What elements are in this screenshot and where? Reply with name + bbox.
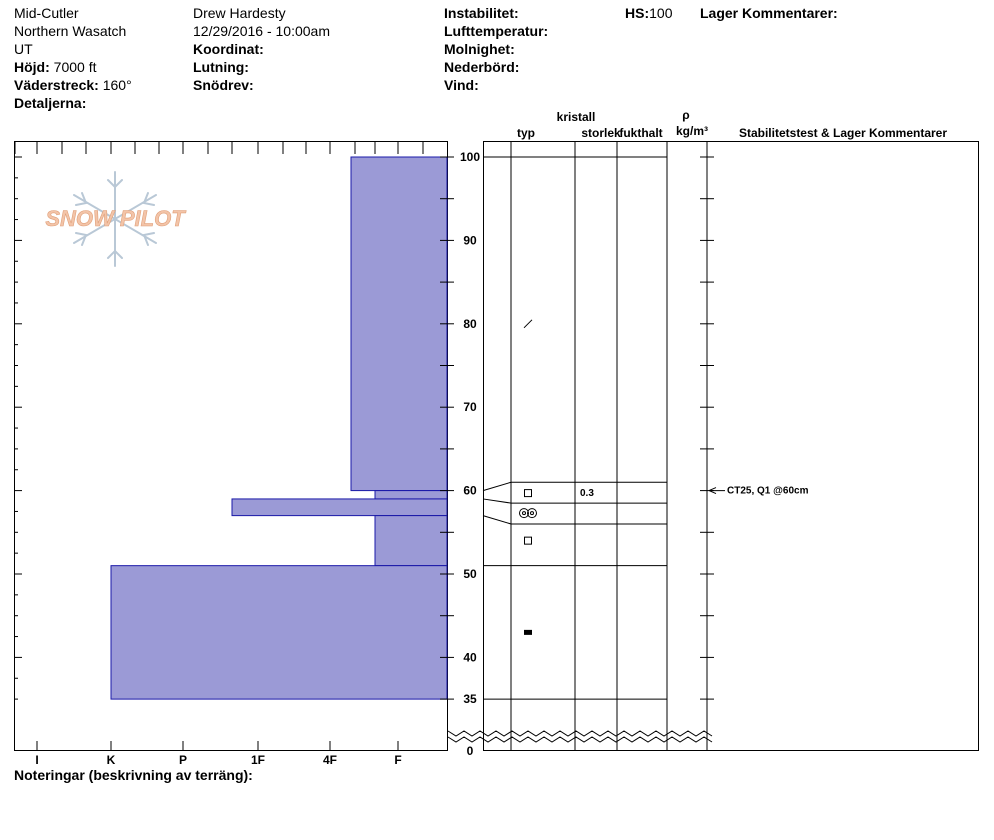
depth-label: 60 (463, 483, 477, 498)
hardness-bar-1 (375, 491, 447, 499)
hardness-tick-label: 1F (250, 753, 266, 767)
coordinate-label: Koordinat: (193, 41, 264, 57)
col-type: typ (517, 126, 535, 140)
wind-loading-label: Snödrev: (193, 77, 254, 93)
layer-table (483, 141, 809, 750)
col-moisture: fukthalt (619, 126, 663, 140)
instability-label: Instabilitet: (444, 5, 519, 21)
elevation-label: Höjd: (14, 59, 50, 75)
grain-size-value: 0.3 (580, 488, 594, 500)
surface-hoar-icon (520, 509, 537, 518)
air-temp-label: Lufttemperatur: (444, 23, 549, 39)
details-label: Detaljerna: (14, 95, 87, 111)
hardness-tick-label: P (178, 753, 188, 767)
datetime: 12/29/2016 - 10:00am (193, 23, 330, 39)
surface-hoar-ring (523, 512, 526, 515)
precip-particle-icon (524, 320, 532, 328)
layer-connector (483, 482, 511, 490)
layer-connector (483, 516, 511, 524)
depth-label: 0 (466, 744, 474, 758)
state: UT (14, 41, 33, 57)
precip-label: Nederbörd: (444, 59, 520, 75)
hardness-bars (111, 157, 447, 699)
slope-label: Lutning: (193, 59, 249, 75)
layers-frame (484, 142, 979, 751)
hardness-tick-label: F (394, 753, 402, 767)
elevation-value: 7000 ft (53, 59, 97, 75)
layer-comments-label: Lager Kommentarer: (700, 5, 838, 21)
hardness-tick-label: I (35, 753, 39, 767)
col-density-unit: kg/m³ (675, 124, 709, 138)
col-crystal: kristall (556, 110, 596, 124)
axis-break (448, 731, 712, 736)
snowpilot-logo (45, 172, 186, 266)
depth-label: 35 (463, 692, 477, 707)
hardness-tick-label: K (106, 753, 116, 767)
wind-label: Vind: (444, 77, 479, 93)
col-size: storlek (581, 126, 621, 140)
sky-label: Molnighet: (444, 41, 515, 57)
aspect-value: 160° (102, 77, 132, 93)
col-stability: Stabilitetstest & Lager Kommentarer (738, 126, 948, 140)
depth-label: 70 (463, 400, 477, 415)
hardness-bar-3 (375, 516, 447, 566)
hs-label: HS: (625, 5, 650, 21)
layer-connector (483, 499, 511, 503)
site-name: Mid-Cutler (14, 5, 79, 21)
melt-freeze-crust-icon (524, 630, 532, 635)
stability-arrow-icon (709, 488, 725, 494)
aspect-label: Väderstreck: (14, 77, 99, 93)
depth-label: 90 (463, 233, 477, 248)
hardness-tick-label: 4F (322, 753, 338, 767)
surface-hoar-ring (531, 512, 534, 515)
depth-label: 100 (459, 150, 481, 164)
depth-label: 40 (463, 650, 477, 665)
faceted-crystal-icon (525, 537, 532, 544)
stability-test-text: CT25, Q1 @60cm (727, 485, 809, 497)
hardness-bar-2 (232, 499, 447, 516)
observer: Drew Hardesty (193, 5, 286, 21)
depth-label: 50 (463, 567, 477, 581)
axis-break (448, 737, 712, 742)
depth-label: 80 (463, 316, 477, 331)
mountain-range: Northern Wasatch (14, 23, 127, 39)
notes-label: Noteringar (beskrivning av terräng): (14, 767, 253, 783)
hardness-bar-4 (111, 566, 447, 699)
logo-text: SNOW PILOT (45, 206, 185, 231)
hs-value: 100 (649, 5, 673, 21)
hardness-bar-0 (351, 157, 447, 491)
faceted-crystal-icon (525, 490, 532, 497)
col-rho: ρ (682, 108, 690, 122)
